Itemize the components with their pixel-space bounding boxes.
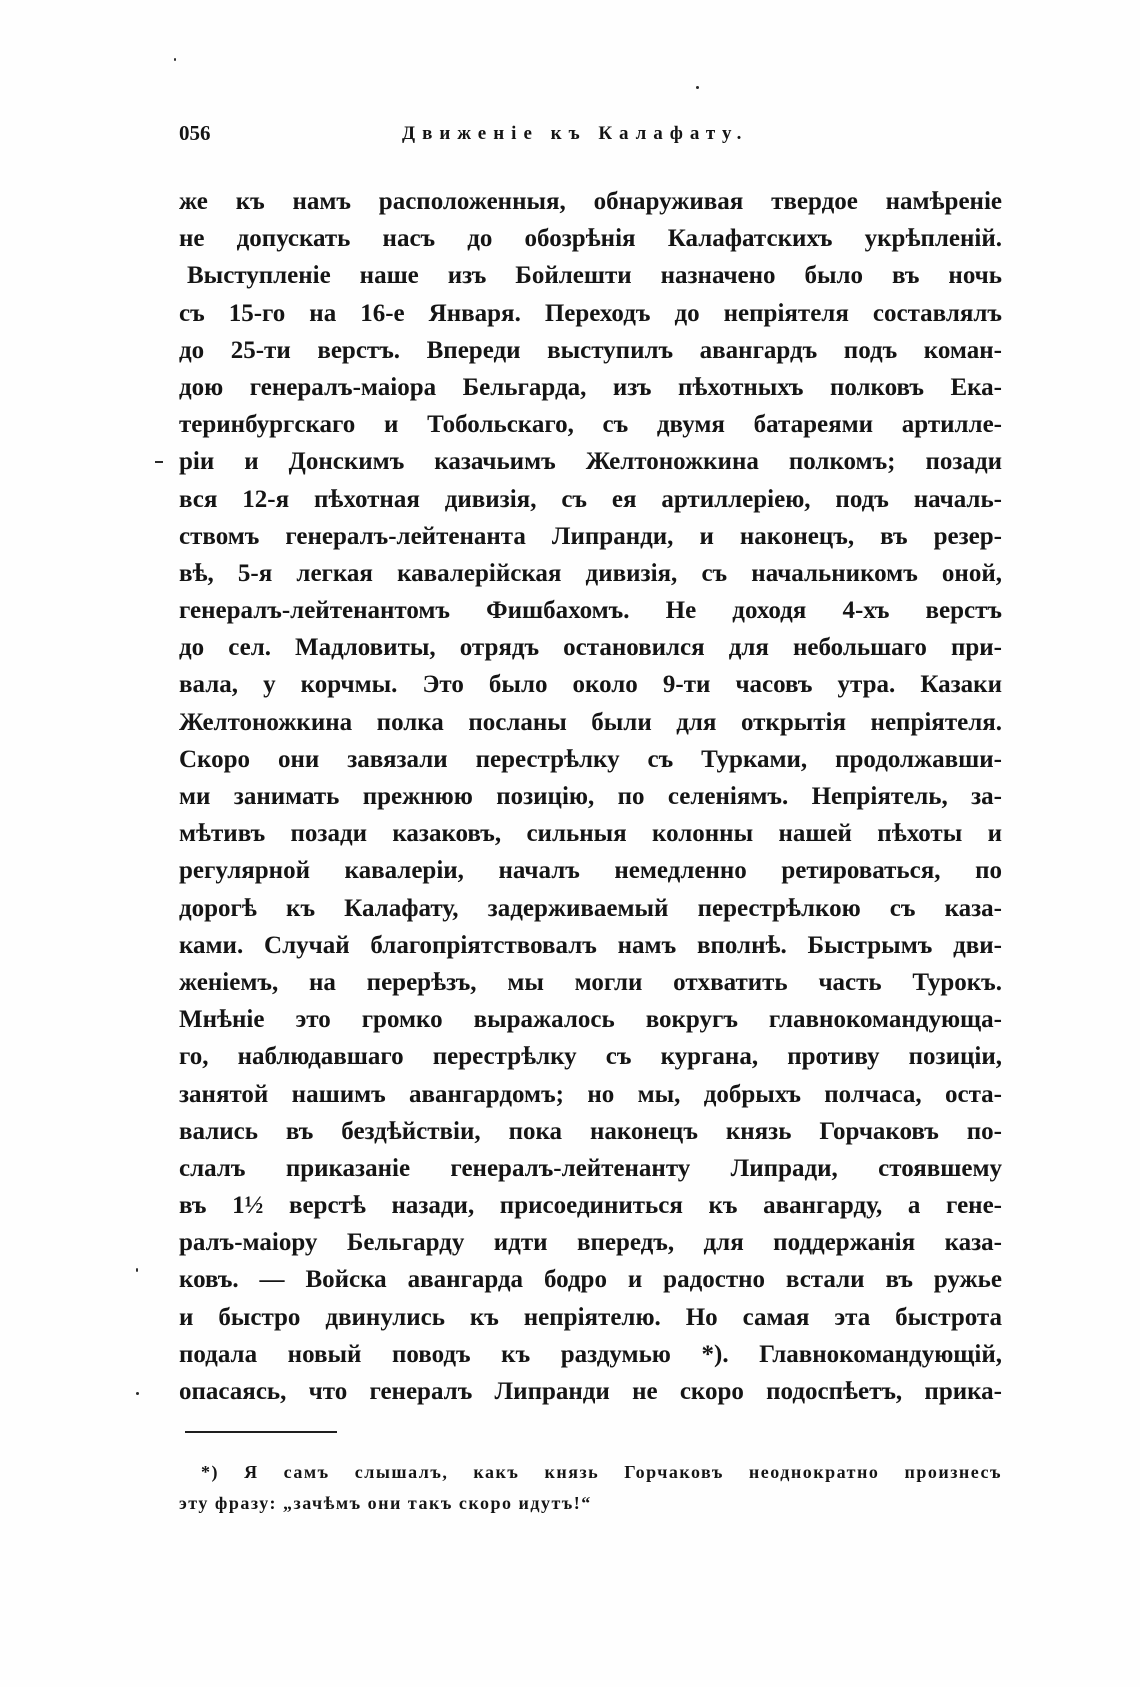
footnote-line: *) Я самъ слышалъ, какъ князь Горчаковъ неоднократно произнесъ <box>201 1462 1002 1482</box>
margin-mark <box>155 461 163 463</box>
text-line: не допускать насъ до обозрѣнія Калафатскихъ укрѣпленій. <box>179 225 1002 253</box>
text-line: же къ намъ расположенныя, обнаруживая твердое намѣреніе <box>179 188 1002 215</box>
scan-speck <box>136 1392 139 1395</box>
text-line: регулярной кавалеріи, началъ немедленно ретироваться, по <box>179 857 1002 885</box>
footnote-rule <box>185 1431 337 1433</box>
scan-speck <box>136 1268 138 1272</box>
text-line: вала, у корчмы. Это было около 9-ти часовъ утра. Казаки <box>179 671 1002 699</box>
scan-speck <box>174 58 176 61</box>
text-line: вся 12-я пѣхотная дивизія, съ ея артиллеріею, подъ началь- <box>179 485 1002 513</box>
text-line: дою генералъ-маіора Бельгарда, изъ пѣхотныхъ полковъ Ека- <box>179 373 1002 401</box>
text-line: подала новый поводъ къ раздумью *). Главнокомандующій, <box>179 1340 1002 1368</box>
text-line: ми занимать прежнюю позицію, по селеніямъ. Непріятель, за- <box>179 783 1002 810</box>
text-line: вѣ, 5-я легкая кавалерійская дивизія, съ начальникомъ оной, <box>179 559 1002 587</box>
text-line: дорогѣ къ Калафату, задерживаемый перестрѣлкою съ каза- <box>179 894 1002 922</box>
running-title: Движеніе къ Калафату. <box>402 123 749 144</box>
page-number: 056 <box>179 121 211 145</box>
text-line: до 25-ти верстъ. Впереди выступилъ авангардъ подъ коман- <box>179 336 1002 364</box>
text-line: го, наблюдавшаго перестрѣлку съ кургана, противу позиціи, <box>179 1043 1002 1071</box>
text-line: съ 15-го на 16-е Января. Переходъ до непріятеля составлялъ <box>179 299 1002 327</box>
text-line: Скоро они завязали перестрѣлку съ Турками, продолжавши- <box>179 745 1002 773</box>
text-line: ріи и Донскимъ казачьимъ Желтоножкина полкомъ; позади <box>179 448 1002 476</box>
text-line: вались въ бездѣйствіи, пока наконецъ князь Горчаковъ по- <box>179 1117 1002 1145</box>
text-line: ками. Случай благопріятствовалъ намъ вполнѣ. Быстрымъ дви- <box>179 931 1002 959</box>
paragraph-first-line: Выступленіе наше изъ Бойлешти назначено было въ ночь <box>187 262 1002 290</box>
footnote <box>179 1457 1002 1519</box>
text-line: ствомъ генералъ-лейтенанта Липранди, и наконецъ, въ резер- <box>179 522 1002 550</box>
text-line: Желтоножкина полка посланы были для открытія непріятеля. <box>179 708 1002 736</box>
text-line: до сел. Мадловиты, отрядъ остановился для небольшаго при- <box>179 634 1002 662</box>
text-line: занятой нашимъ авангардомъ; но мы, добрыхъ полчаса, оста- <box>179 1080 1002 1108</box>
text-line: въ 1½ верстѣ назади, присоединиться къ авангарду, а гене- <box>179 1192 1002 1220</box>
text-line: опасаясь, что генералъ Липранди не скоро подоспѣетъ, прика- <box>179 1378 1002 1405</box>
text-line: и быстро двинулись къ непріятелю. Но самая эта быстрота <box>179 1303 1002 1331</box>
text-line: теринбургскаго и Тобольскаго, съ двумя батареями артилле- <box>179 411 1002 439</box>
text-line: слалъ приказаніе генералъ-лейтенанту Липради, стоявшему <box>179 1154 1002 1182</box>
body-text <box>179 183 1002 1410</box>
text-line: ралъ-маіору Бельгарду идти впередъ, для поддержанія каза- <box>179 1229 1002 1257</box>
text-line: генералъ-лейтенантомъ Фишбахомъ. Не доходя 4-хъ верстъ <box>179 597 1002 625</box>
text-line: женіемъ, на перерѣзъ, мы могли отхватить часть Турокъ. <box>179 968 1002 996</box>
text-line: Мнѣніе это громко выражалось вокругъ главнокомандующа- <box>179 1006 1002 1034</box>
scan-speck <box>696 86 699 89</box>
text-line: мѣтивъ позади казаковъ, сильныя колонны нашей пѣхоты и <box>179 820 1002 848</box>
footnote-line: эту фразу: „зачѣмъ они такъ скоро идутъ!“ <box>179 1493 592 1513</box>
text-line: ковъ. — Войска авангарда бодро и радостно встали въ ружье <box>179 1266 1002 1294</box>
